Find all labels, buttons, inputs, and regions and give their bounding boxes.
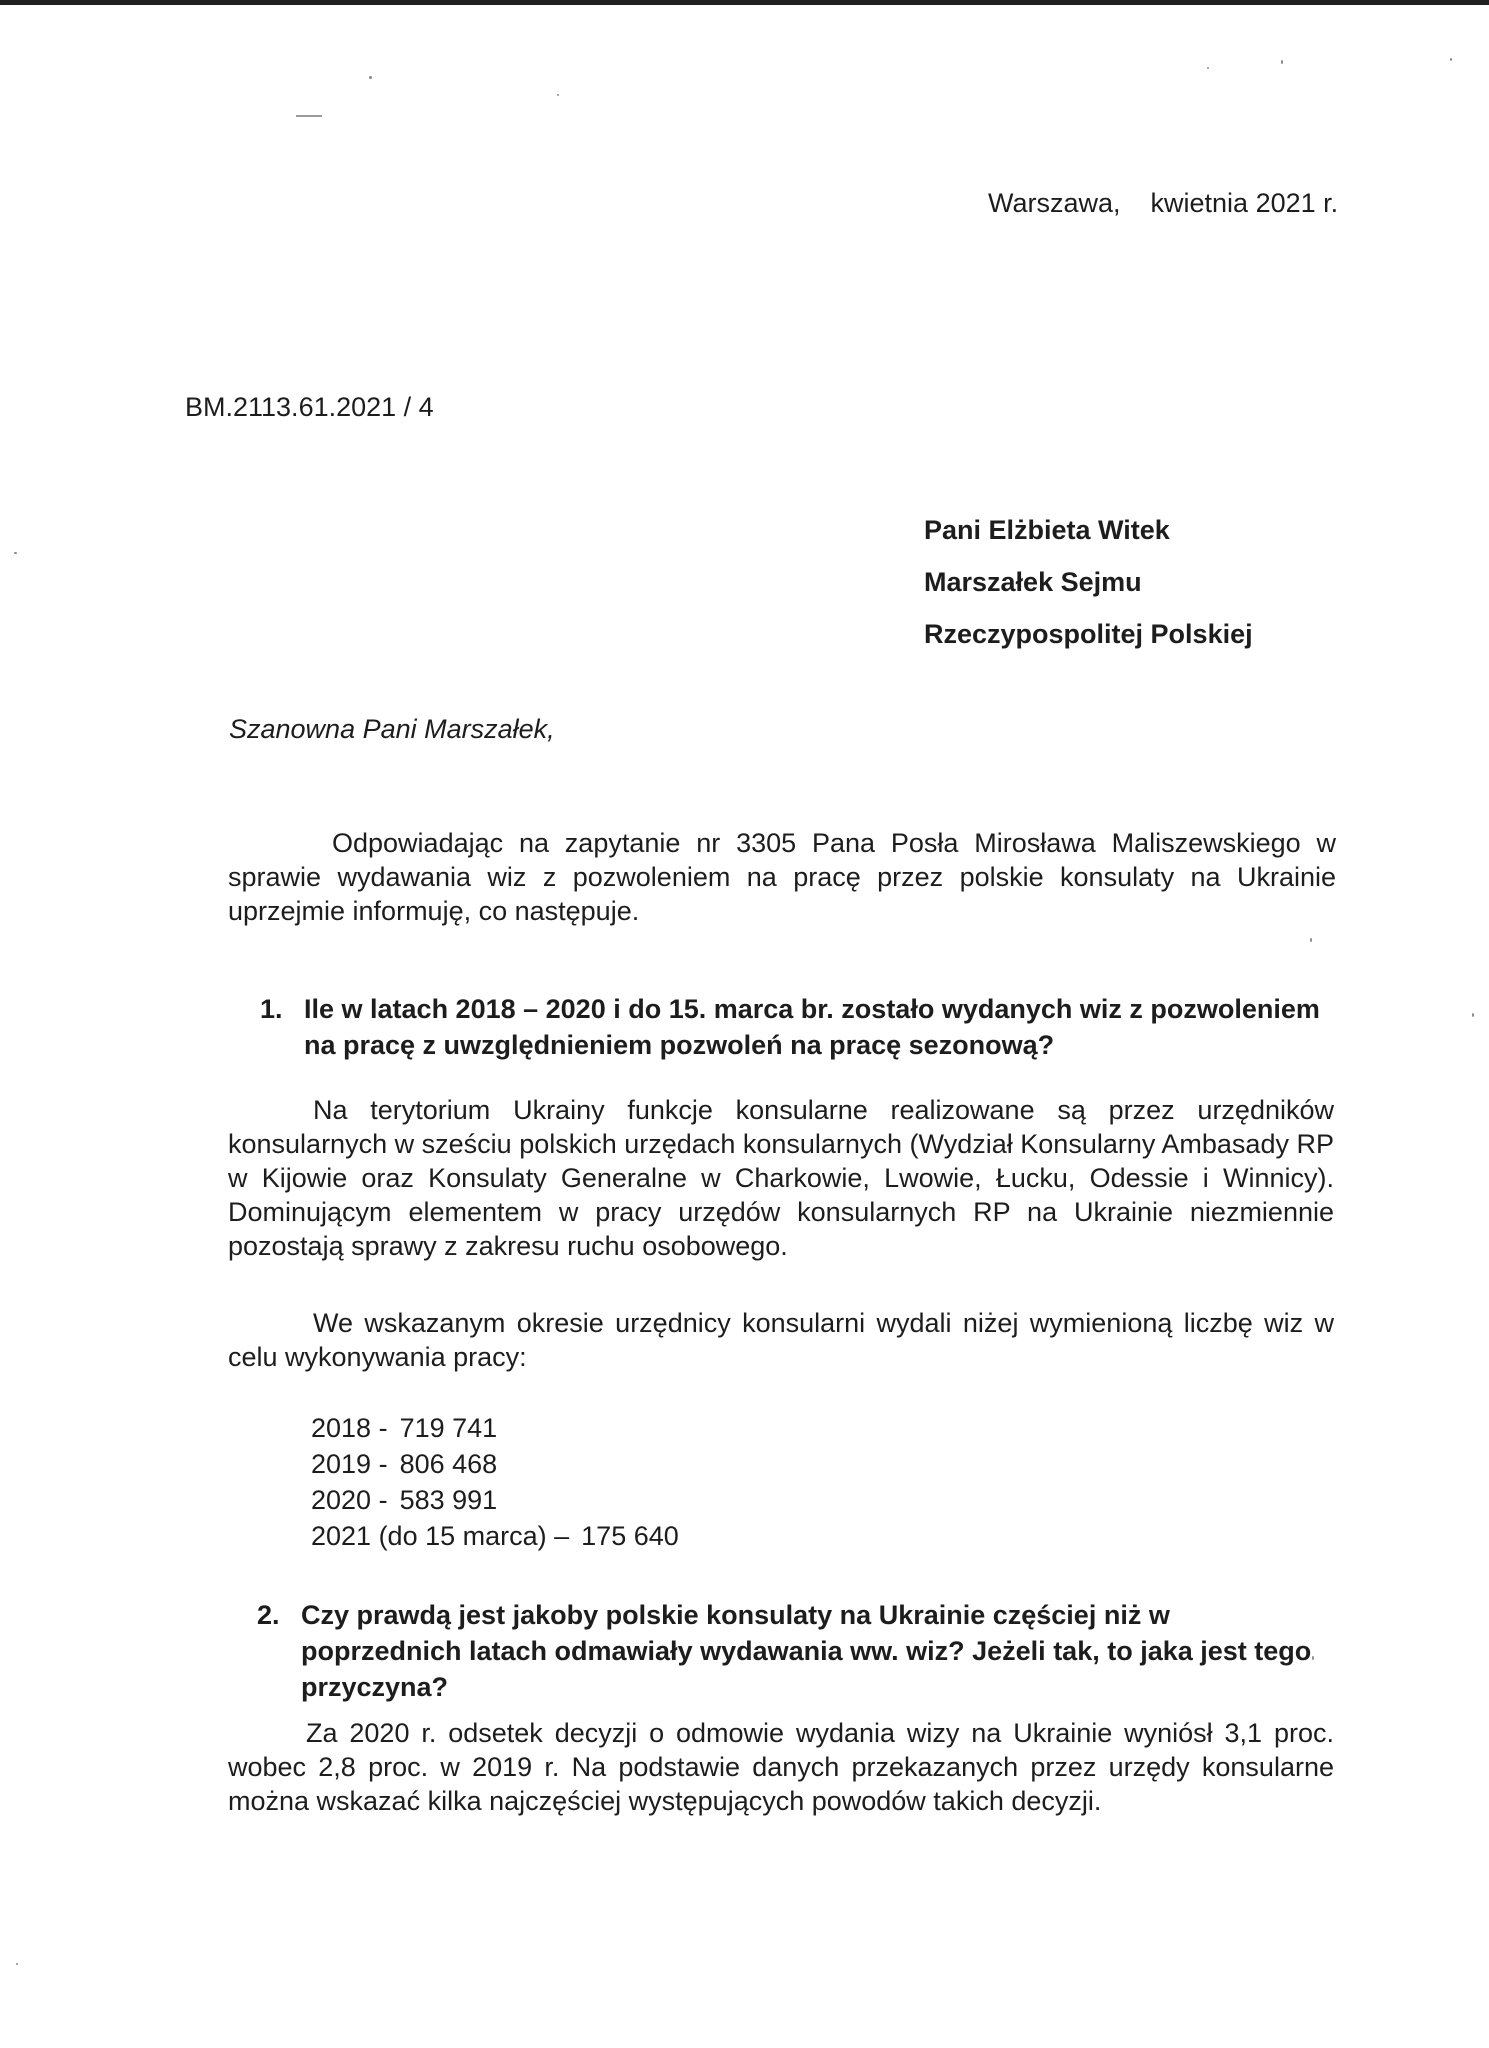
letter-date-text: kwietnia 2021 r. xyxy=(1150,188,1339,218)
letter-place: Warszawa, xyxy=(988,188,1121,218)
scan-speck xyxy=(1281,60,1283,64)
recipient-title: Marszałek Sejmu xyxy=(924,567,1142,597)
scan-speck xyxy=(369,76,372,79)
visa-count-year: 2018 - xyxy=(311,1413,388,1443)
scan-mark xyxy=(296,115,322,117)
recipient-block xyxy=(924,504,1253,660)
scan-speck xyxy=(14,552,17,554)
visa-count-year: 2020 - xyxy=(311,1485,388,1515)
scan-speck xyxy=(16,1963,18,1965)
visa-count-row xyxy=(311,1482,679,1518)
answer-2-paragraph: Za 2020 r. odsetek decyzji o odmowie wydania wizy na Ukrainie wyniósł 3,1 proc. wobec 2,8 proc. w 2019 r. Na podstawie danych przekazanych przez urzędy konsularne można wskazać kilka najczęściej występujących powodów takich decyzji. xyxy=(228,1718,1334,1816)
question-1-text: Ile w latach 2018 – 2020 i do 15. marca br. zostało wydanych wiz z pozwoleniem na pracę z uwzględnieniem pozwoleń na pracę sezonową? xyxy=(304,994,1320,1060)
scan-speck xyxy=(557,94,559,96)
scan-top-border xyxy=(0,0,1489,5)
visa-count-value: 175 640 xyxy=(581,1521,679,1551)
visa-count-row xyxy=(311,1410,679,1446)
visa-count-value: 583 991 xyxy=(399,1485,498,1515)
visa-count-value: 719 741 xyxy=(399,1413,498,1443)
visa-count-list xyxy=(311,1410,679,1554)
intro-paragraph: Odpowiadając na zapytanie nr 3305 Pana Posła Mirosława Maliszewskiego w sprawie wydawania wiz z pozwoleniem na pracę przez polskie konsulaty na Ukrainie uprzejmie informuję, co następuje. xyxy=(228,828,1336,926)
recipient-name: Pani Elżbieta Witek xyxy=(924,515,1170,545)
visa-count-row xyxy=(311,1518,679,1554)
visa-count-year: 2019 - xyxy=(311,1449,388,1479)
visa-count-row xyxy=(311,1446,679,1482)
scan-speck xyxy=(1310,938,1312,942)
question-2-text: Czy prawdą jest jakoby polskie konsulaty na Ukrainie częściej niż w poprzednich latach odmawiały wydawania ww. wiz? Jeżeli tak, to jaka jest tego przyczyna? xyxy=(301,1600,1312,1702)
scan-speck xyxy=(1207,67,1209,69)
visa-count-year: 2021 (do 15 marca) – xyxy=(311,1521,570,1551)
scan-speck xyxy=(1472,1013,1474,1017)
visa-count-value: 806 468 xyxy=(399,1449,498,1479)
answer-1-paragraph: Na terytorium Ukrainy funkcje konsularne realizowane są przez urzędników konsularnych w sześciu polskich urzędach konsularnych (Wydział Konsularny Ambasady RP w Kijowie oraz Konsulaty Generalne w Charkowie, Lwowie, Łucku, Odessie i Winnicy). Dominującym elementem w pracy urzędów konsularnych RP na Ukrainie niezmiennie pozostają sprawy z zakresu ruchu osobowego. xyxy=(228,1095,1334,1261)
scan-speck xyxy=(1450,58,1452,61)
salutation: Szanowna Pani Marszałek, xyxy=(229,714,555,744)
question-2-number: 2. xyxy=(257,1600,280,1630)
letter-date xyxy=(988,188,1338,219)
answer-1-visa-intro: We wskazanym okresie urzędnicy konsularni wydali niżej wymienioną liczbę wiz w celu wykonywania pracy: xyxy=(228,1308,1334,1372)
reference-number: BM.2113.61.2021 / 4 xyxy=(185,392,434,422)
question-1-number: 1. xyxy=(260,994,283,1024)
recipient-institution: Rzeczypospolitej Polskiej xyxy=(924,619,1253,649)
